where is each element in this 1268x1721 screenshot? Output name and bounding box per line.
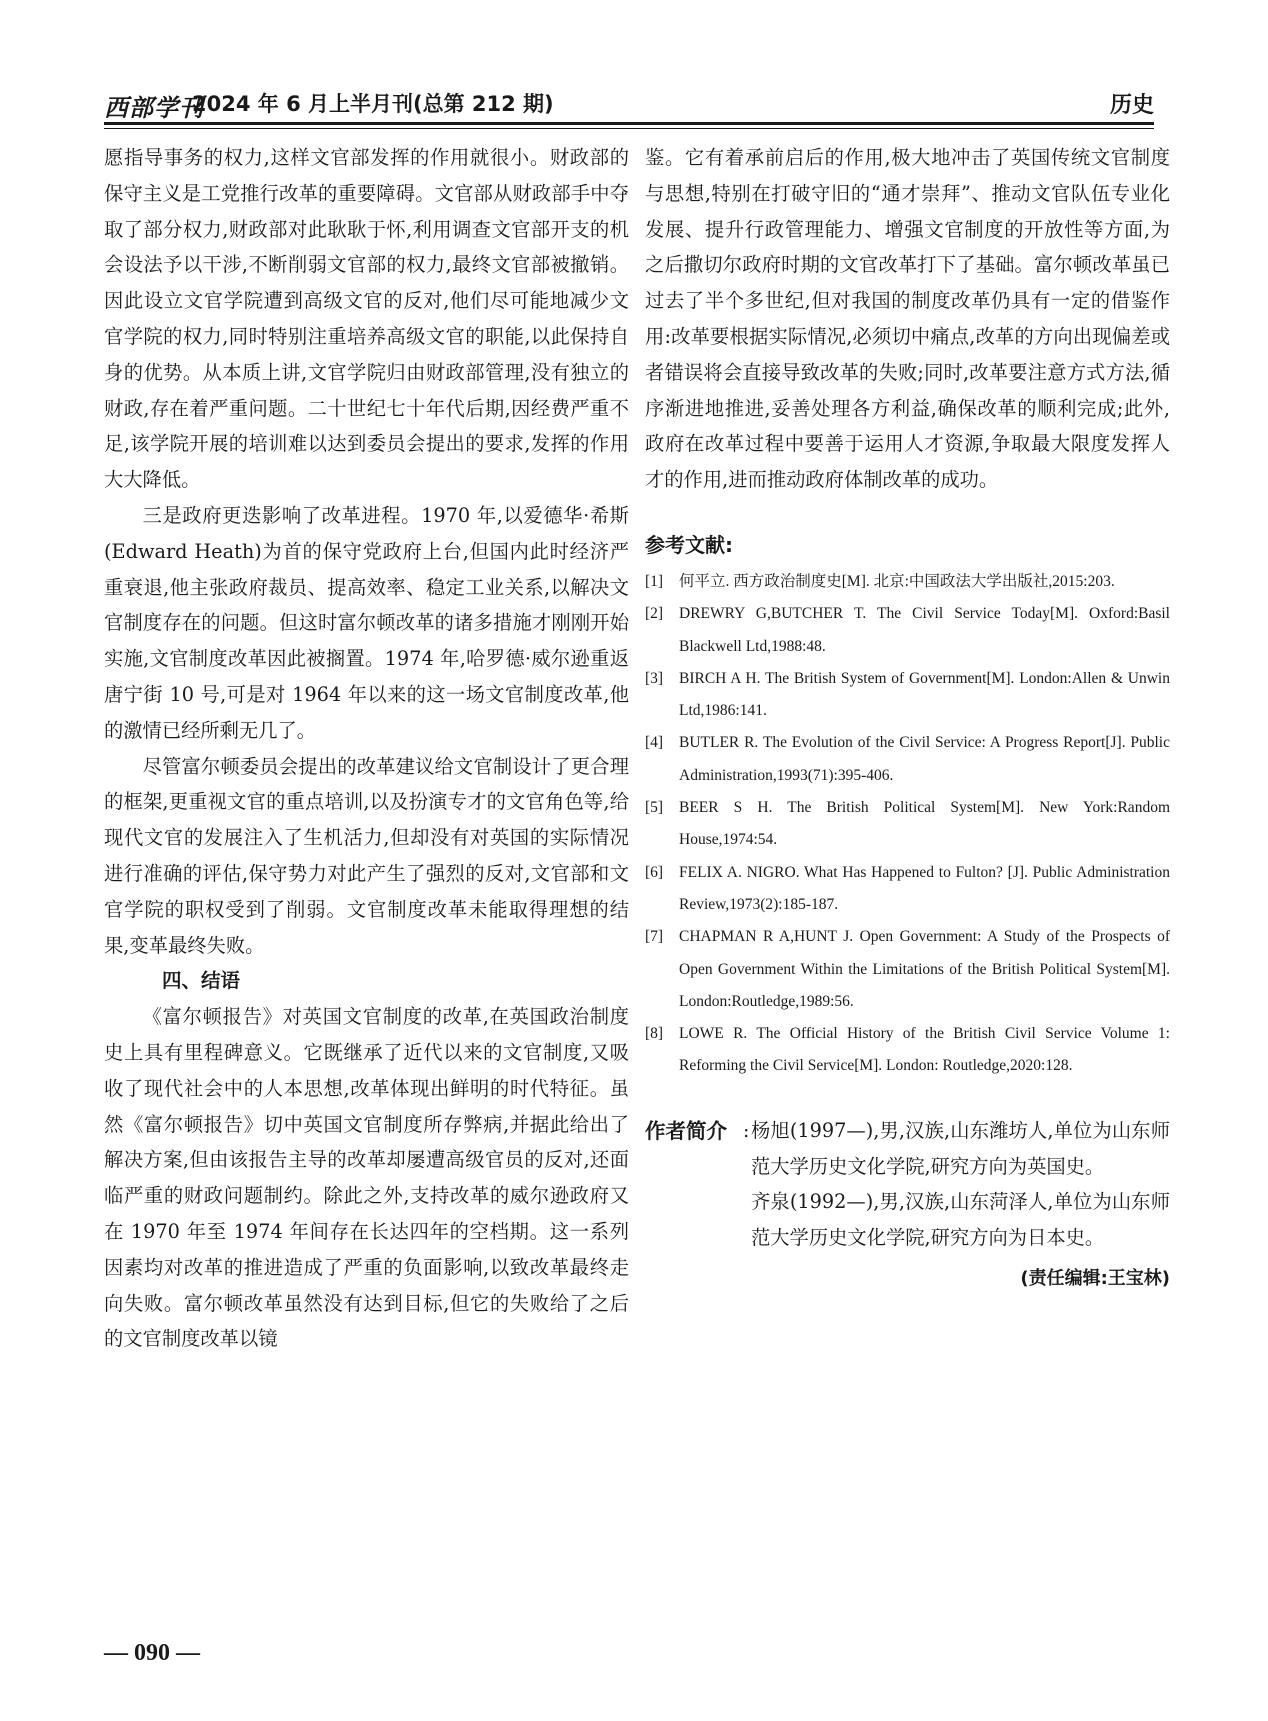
paragraph: 鉴。它有着承前启后的作用,极大地冲击了英国传统文官制度与思想,特别在打破守旧的“通才崇拜”、推动文官队伍专业化发展、提升行政管理能力、增强文官制度的开放性等方面,为之后撒切尔政府时期的文官改革打下了基础。富尔顿改革虽已过去了半个多世纪,但对我国的制度改革仍具有一定的借鉴作用:改革要根据实际情况,必须切中痛点,改革的方向出现偏差或者错误将会直接导致改革的失败;同时,改革要注意方式方法,循序渐进地推进,妥善处理各方利益,确保改革的顺利完成;此外,政府在改革过程中要善于运用人才资源,争取最大限度发挥人才的作用,进而推动政府体制改革的成功。 <box>645 146 1170 492</box>
reference-text: CHAPMAN R A,HUNT J. Open Government: A Study of the Prospects of Open Government Within the Limitations of the British Political System[M]. London:Routledge,1989:56. <box>679 928 1170 1010</box>
page-number: — 090 — <box>104 1640 200 1666</box>
reference-number: [6] <box>645 863 664 881</box>
right-column <box>645 140 1170 1294</box>
reference-text: BUTLER R. The Evolution of the Civil Service: A Progress Report[J]. Public Administration,1993(71):395-406. <box>679 734 1170 784</box>
reference-number: [8] <box>645 1025 664 1043</box>
header-rule-thin <box>104 128 1154 129</box>
reference-text: LOWE R. The Official History of the British Civil Service Volume 1: Reforming the Civil Service[M]. London: Routledge,2020:128. <box>679 1025 1170 1075</box>
reference-number: [4] <box>645 734 664 752</box>
section-name: 历史 <box>1109 93 1154 118</box>
reference-text: BIRCH A H. The British System of Government[M]. London:Allen & Unwin Ltd,1986:141. <box>679 669 1170 720</box>
author-info <box>645 1113 1170 1256</box>
references-heading: 参考文献: <box>645 532 733 557</box>
reference-item <box>645 921 1170 1018</box>
reference-item <box>645 792 1170 857</box>
reference-item <box>645 566 1170 598</box>
reference-number: [7] <box>645 928 664 946</box>
author-label-colon: : <box>743 1119 750 1142</box>
reference-item <box>645 1018 1170 1083</box>
running-header <box>104 88 1154 122</box>
author-bios <box>751 1113 1170 1256</box>
reference-number: [3] <box>645 669 664 687</box>
section-heading: 四、结语 <box>162 969 241 993</box>
paragraph: 《富尔顿报告》对英国文官制度的改革,在英国政治制度史上具有里程碑意义。它既继承了近代以来的文官制度,又吸收了现代社会中的人本思想,改革体现出鲜明的时代特征。虽然《富尔顿报告》切中英国文官制度所存弊病,并据此给出了解决方案,但由该报告主导的改革却屡遭高级官员的反对,还面临严重的财政问题制约。除此之外,支持改革的威尔逊政府又在 1970 年至 1974 年间存在长达四年的空档期。这一系列因素均对改革的推进造成了严重的负面影响,以致改革最终走向失败。富尔顿改革虽然没有达到目标,但它的失败给了之后的文官制度改革以镜 <box>104 1005 629 1351</box>
responsible-editor: (责任编辑:王宝林) <box>1020 1267 1170 1289</box>
author-bio: 齐泉(1992—),男,汉族,山东菏泽人,单位为山东师范大学历史文化学院,研究方向为日本史。 <box>751 1190 1170 1250</box>
reference-number: [2] <box>645 605 664 623</box>
reference-list <box>645 566 1170 1083</box>
author-bio: 杨旭(1997—),男,汉族,山东潍坊人,单位为山东师范大学历史文化学院,研究方向为英国史。 <box>751 1118 1170 1178</box>
reference-number: [5] <box>645 799 664 817</box>
reference-text: BEER S H. The British Political System[M]. New York:Random House,1974:54. <box>679 799 1170 849</box>
journal-logo: 西部学刊 <box>104 93 204 122</box>
reference-item <box>645 663 1170 728</box>
author-label: 作者简介 <box>645 1118 727 1143</box>
issue-info: 2024 年 6 月上半月刊(总第 212 期) <box>192 92 554 116</box>
left-column <box>104 140 629 1357</box>
reference-text: 何平立. 西方政治制度史[M]. 北京:中国政法大学出版社,2015:203. <box>679 572 1115 590</box>
paragraph: 尽管富尔顿委员会提出的改革建议给文官制设计了更合理的框架,更重视文官的重点培训,以及扮演专才的文官角色等,给现代文官的发展注入了生机活力,但却没有对英国的实际情况进行准确的评估,保守势力对此产生了强烈的反对,文官部和文官学院的职权受到了削弱。文官制度改革未能取得理想的结果,变革最终失败。 <box>104 754 629 957</box>
header-rule-thick <box>104 122 1154 125</box>
reference-text: DREWRY G,BUTCHER T. The Civil Service Today[M]. Oxford:Basil Blackwell Ltd,1988:48. <box>679 605 1170 655</box>
reference-item <box>645 598 1170 663</box>
reference-item <box>645 727 1170 792</box>
paragraph: 愿指导事务的权力,这样文官部发挥的作用就很小。财政部的保守主义是工党推行改革的重要障碍。文官部从财政部手中夺取了部分权力,财政部对此耿耿于怀,利用调查文官部开支的机会设法予以干涉,不断削弱文官部的权力,最终文官部被撤销。因此设立文官学院遭到高级文官的反对,他们尽可能地减少文官学院的权力,同时特别注重培养高级文官的职能,以此保持自身的优势。从本质上讲,文官学院归由财政部管理,没有独立的财政,存在着严重问题。二十世纪七十年代后期,因经费严重不足,该学院开展的培训难以达到委员会提出的要求,发挥的作用大大降低。 <box>104 146 629 492</box>
reference-text: FELIX A. NIGRO. What Has Happened to Fulton? [J]. Public Administration Review,1973(2):185-187. <box>679 863 1170 913</box>
reference-number: [1] <box>645 572 664 590</box>
reference-item <box>645 857 1170 922</box>
paragraph: 三是政府更迭影响了改革进程。1970 年,以爱德华·希斯(Edward Heath)为首的保守党政府上台,但国内此时经济严重衰退,他主张政府裁员、提高效率、稳定工业关系,以解决文官制度存在的问题。但这时富尔顿改革的诸多措施才刚刚开始实施,文官制度改革因此被搁置。1974 年,哈罗德·威尔逊重返唐宁街 10 号,可是对 1964 年以来的这一场文官制度改革,他的激情已经所剩无几了。 <box>104 503 629 742</box>
